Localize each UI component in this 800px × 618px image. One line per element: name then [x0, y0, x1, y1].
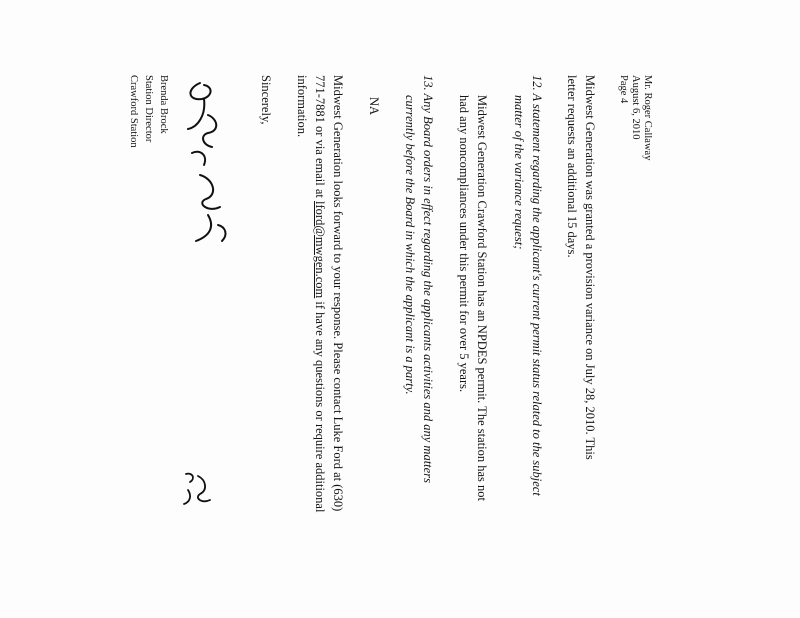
letter-date: August 6, 2010: [630, 75, 641, 140]
page-number: Page 4: [618, 75, 629, 104]
handwritten-initials: [178, 468, 218, 508]
na-response: NA: [367, 97, 381, 116]
salutation: Sincerely,: [259, 75, 273, 125]
paragraph-2-line-1: Midwest Generation Crawford Station has an NPDES permit. The station has not: [475, 95, 489, 501]
paragraph-1-line-2: letter requests an additional 15 days.: [565, 75, 579, 258]
closing-line-1: Midwest Generation looks forward to your response. Please contact Luke Ford at (630): [331, 75, 345, 512]
recipient-name: Mr. Roger Callaway: [642, 75, 653, 161]
item-12-line-2: matter of the variance request;: [512, 95, 526, 250]
paragraph-1-line-1: Midwest Generation was granted a provision variance on July 28, 2010. This: [583, 75, 597, 460]
item-12-line-1: 12. A statement regarding the applicant's current permit status related to the subject: [530, 75, 544, 496]
signer-organization: Crawford Station: [128, 75, 139, 148]
item-13-line-2: currently before the Board in which the applicant is a party.: [403, 95, 417, 395]
signer-title: Station Director: [143, 75, 154, 143]
paragraph-2-line-2: had any noncompliances under this permit for over 5 years.: [457, 95, 471, 393]
closing-line-2: [314, 75, 327, 512]
closing-line-2-end: if have any questions or require additional: [313, 298, 327, 513]
contact-email-link[interactable]: lford@mwgen.com: [313, 201, 327, 299]
signer-name: Brenda Brock: [158, 75, 169, 134]
closing-line-3: information.: [295, 75, 309, 138]
handwritten-signature: [178, 75, 238, 245]
item-13-line-1: 13. Any Board orders in effect regarding the applicants activities and any matters: [421, 75, 435, 483]
closing-line-2-start: 771-7881 or via email at: [313, 75, 327, 202]
